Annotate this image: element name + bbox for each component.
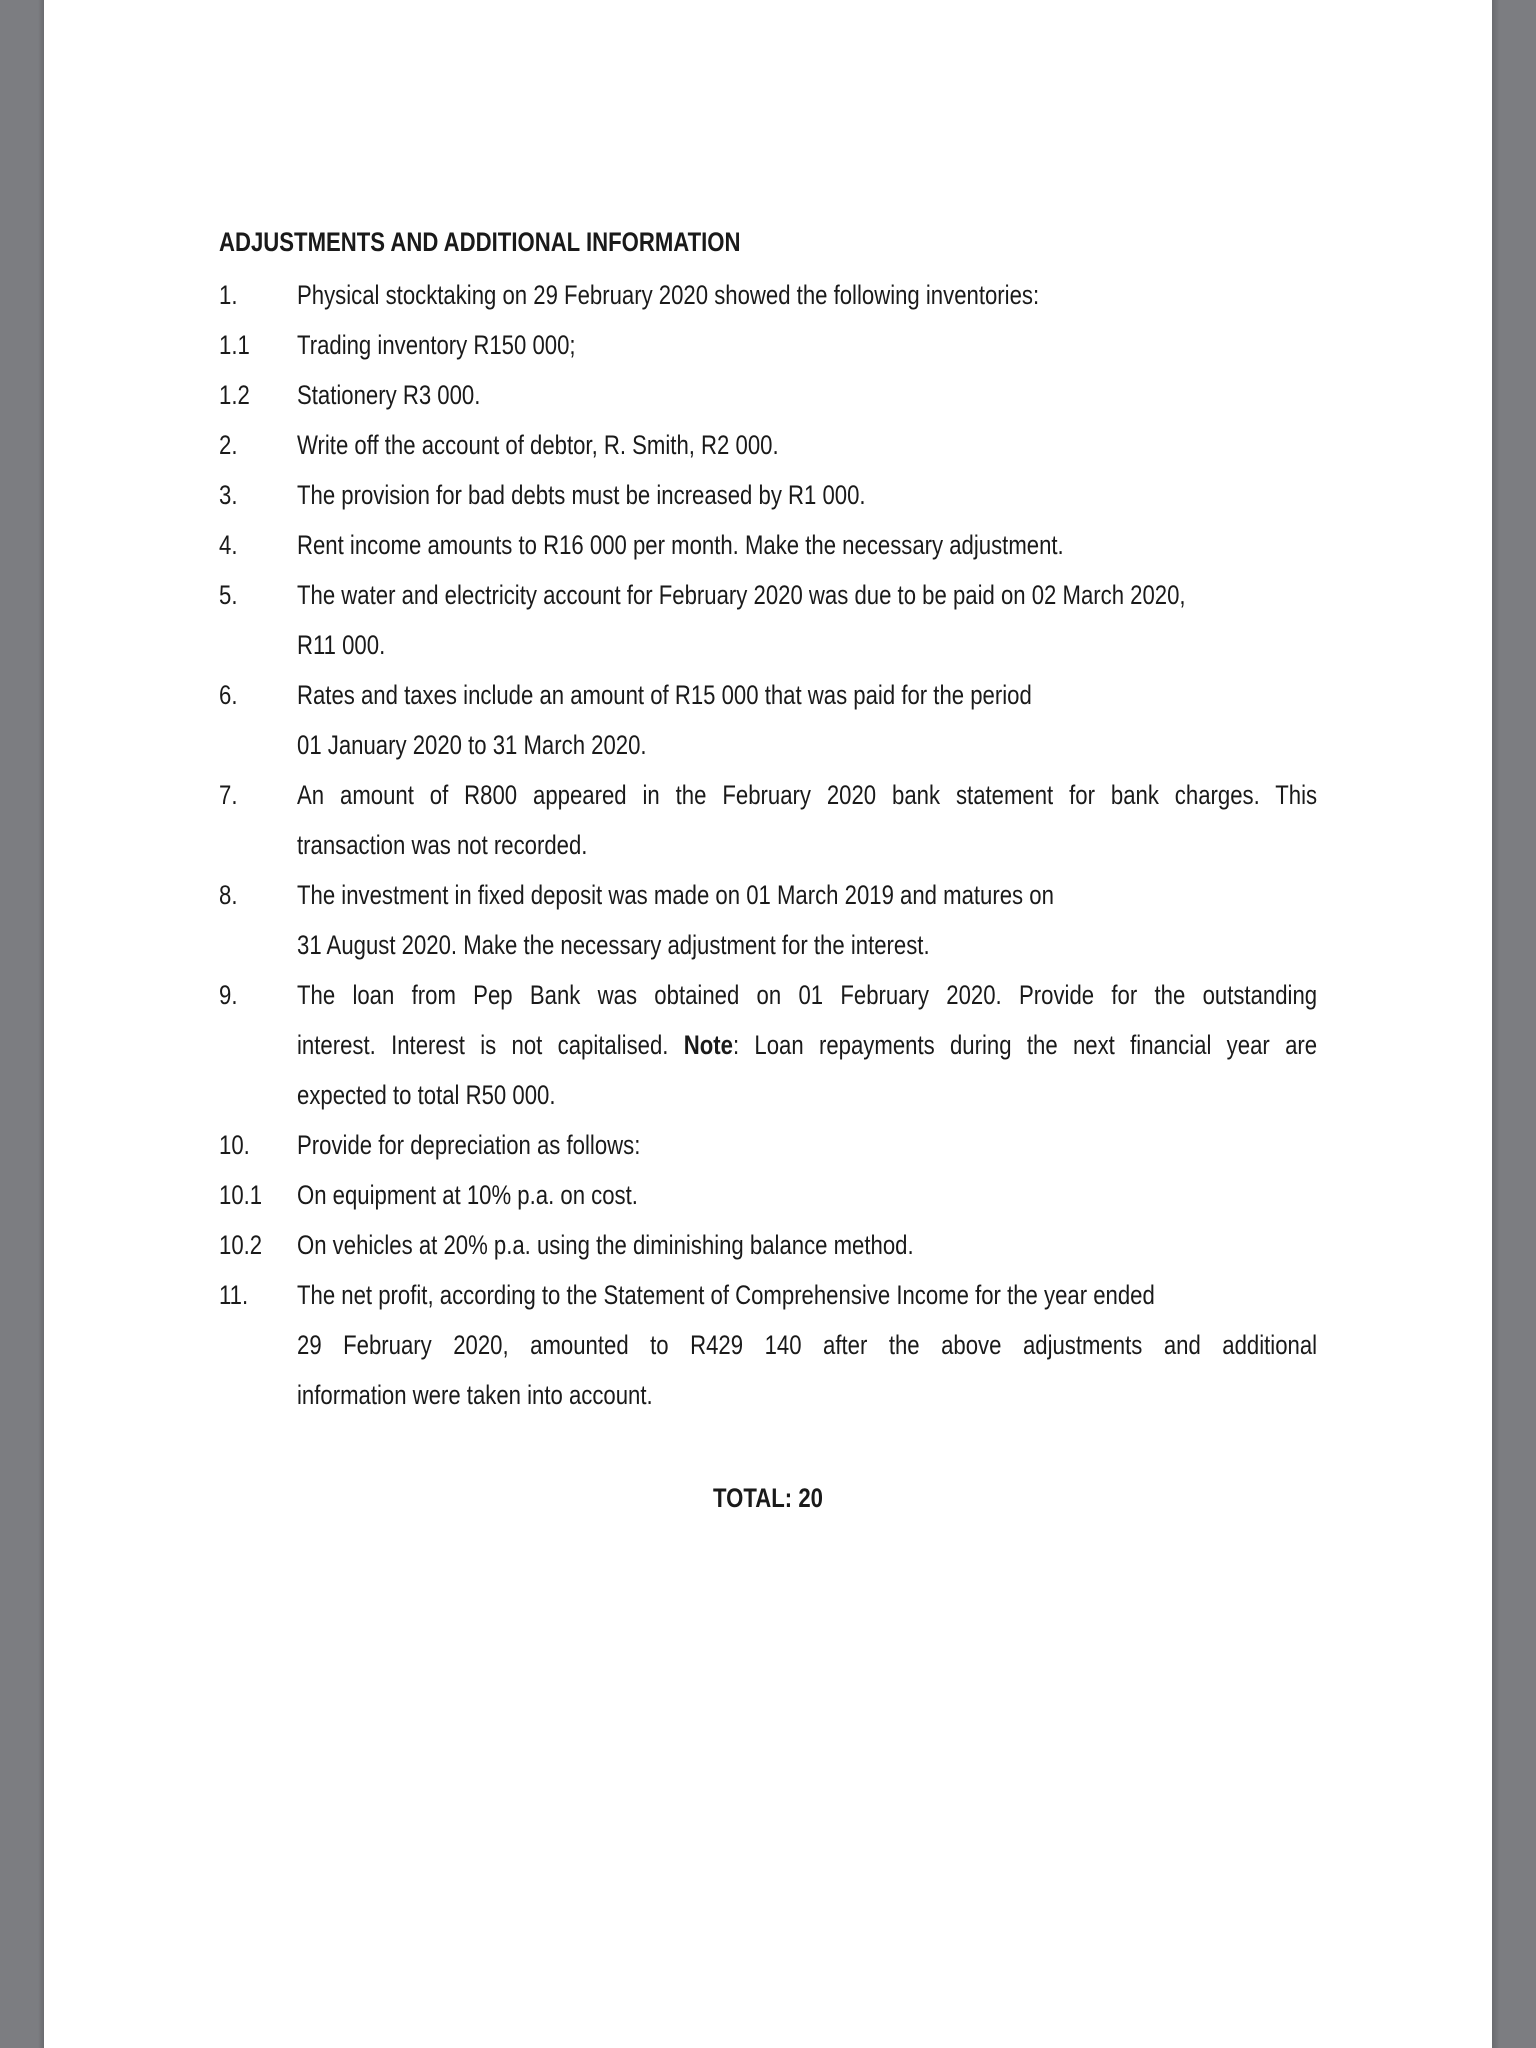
- item-number: 1.1: [219, 330, 250, 360]
- item-number: 8.: [219, 880, 238, 910]
- note-prefix: interest. Interest is not capitalised.: [297, 1030, 684, 1060]
- item-number: 5.: [219, 580, 238, 610]
- item-number: 10.1: [219, 1180, 263, 1210]
- item-text: 01 January 2020 to 31 March 2020.: [297, 730, 647, 760]
- item-number: 10.2: [219, 1230, 263, 1260]
- list-item-11: [219, 1270, 1317, 1420]
- list-item-6: [219, 670, 1317, 770]
- item-number: 7.: [219, 780, 238, 810]
- item-text: Rates and taxes include an amount of R15 000 that was paid for the period: [297, 680, 1032, 710]
- item-number: 4.: [219, 530, 238, 560]
- item-text: On vehicles at 20% p.a. using the diminishing balance method.: [297, 1230, 914, 1260]
- list-item-1: [219, 270, 1317, 320]
- note-text: : Loan repayments during the next financial year are: [732, 1030, 1318, 1060]
- item-text: 29 February 2020, amounted to R429 140 after the above adjustments and additional: [297, 1330, 1318, 1360]
- item-text: Physical stocktaking on 29 February 2020 showed the following inventories:: [297, 280, 1040, 310]
- item-text: Trading inventory R150 000;: [297, 330, 576, 360]
- list-item-5: [219, 570, 1317, 670]
- section-heading: ADJUSTMENTS AND ADDITIONAL INFORMATION: [219, 227, 741, 257]
- item-text: The provision for bad debts must be increased by R1 000.: [297, 480, 866, 510]
- item-number: 1.: [219, 280, 238, 310]
- item-text: Write off the account of debtor, R. Smith, R2 000.: [297, 430, 779, 460]
- item-text: Rent income amounts to R16 000 per month. Make the necessary adjustment.: [297, 530, 1064, 560]
- item-text: 31 August 2020. Make the necessary adjustment for the interest.: [297, 930, 930, 960]
- list-item-1-2: [219, 370, 1317, 420]
- item-number: 9.: [219, 980, 238, 1010]
- list-item-10-1: [219, 1170, 1317, 1220]
- list-item-10: [219, 1120, 1317, 1170]
- item-text: An amount of R800 appeared in the February 2020 bank statement for bank charges. This: [297, 780, 1318, 810]
- total-marks: TOTAL: 20: [713, 1483, 823, 1513]
- list-item-8: [219, 870, 1317, 970]
- list-item-3: [219, 470, 1317, 520]
- item-text: Provide for depreciation as follows:: [297, 1130, 641, 1160]
- list-item-2: [219, 420, 1317, 470]
- viewer-background-right: [1492, 0, 1500, 2048]
- adjustments-section: [219, 222, 1317, 1420]
- item-number: 11.: [219, 1280, 249, 1310]
- list-item-1-1: [219, 320, 1317, 370]
- item-text: The investment in fixed deposit was made on 01 March 2019 and matures on: [297, 880, 1054, 910]
- list-item-9: [219, 970, 1317, 1120]
- item-number: 10.: [219, 1130, 250, 1160]
- item-number: 2.: [219, 430, 238, 460]
- item-text-with-note: [297, 1020, 1317, 1070]
- item-text: The loan from Pep Bank was obtained on 01 February 2020. Provide for the outstanding: [297, 980, 1318, 1010]
- list-item-4: [219, 520, 1317, 570]
- item-text: transaction was not recorded.: [297, 830, 588, 860]
- item-number: 1.2: [219, 380, 250, 410]
- note-label: Note: [683, 1030, 733, 1060]
- item-text: The net profit, according to the Statement of Comprehensive Income for the year ended: [297, 1280, 1155, 1310]
- item-number: 6.: [219, 680, 238, 710]
- list-item-7: [219, 770, 1317, 870]
- item-text: On equipment at 10% p.a. on cost.: [297, 1180, 638, 1210]
- list-item-10-2: [219, 1220, 1317, 1270]
- item-text: Stationery R3 000.: [297, 380, 481, 410]
- item-text: The water and electricity account for February 2020 was due to be paid on 02 March 2020,: [297, 580, 1186, 610]
- item-number: 3.: [219, 480, 238, 510]
- item-text: information were taken into account.: [297, 1380, 653, 1410]
- item-text: expected to total R50 000.: [297, 1080, 556, 1110]
- item-text: R11 000.: [297, 630, 386, 660]
